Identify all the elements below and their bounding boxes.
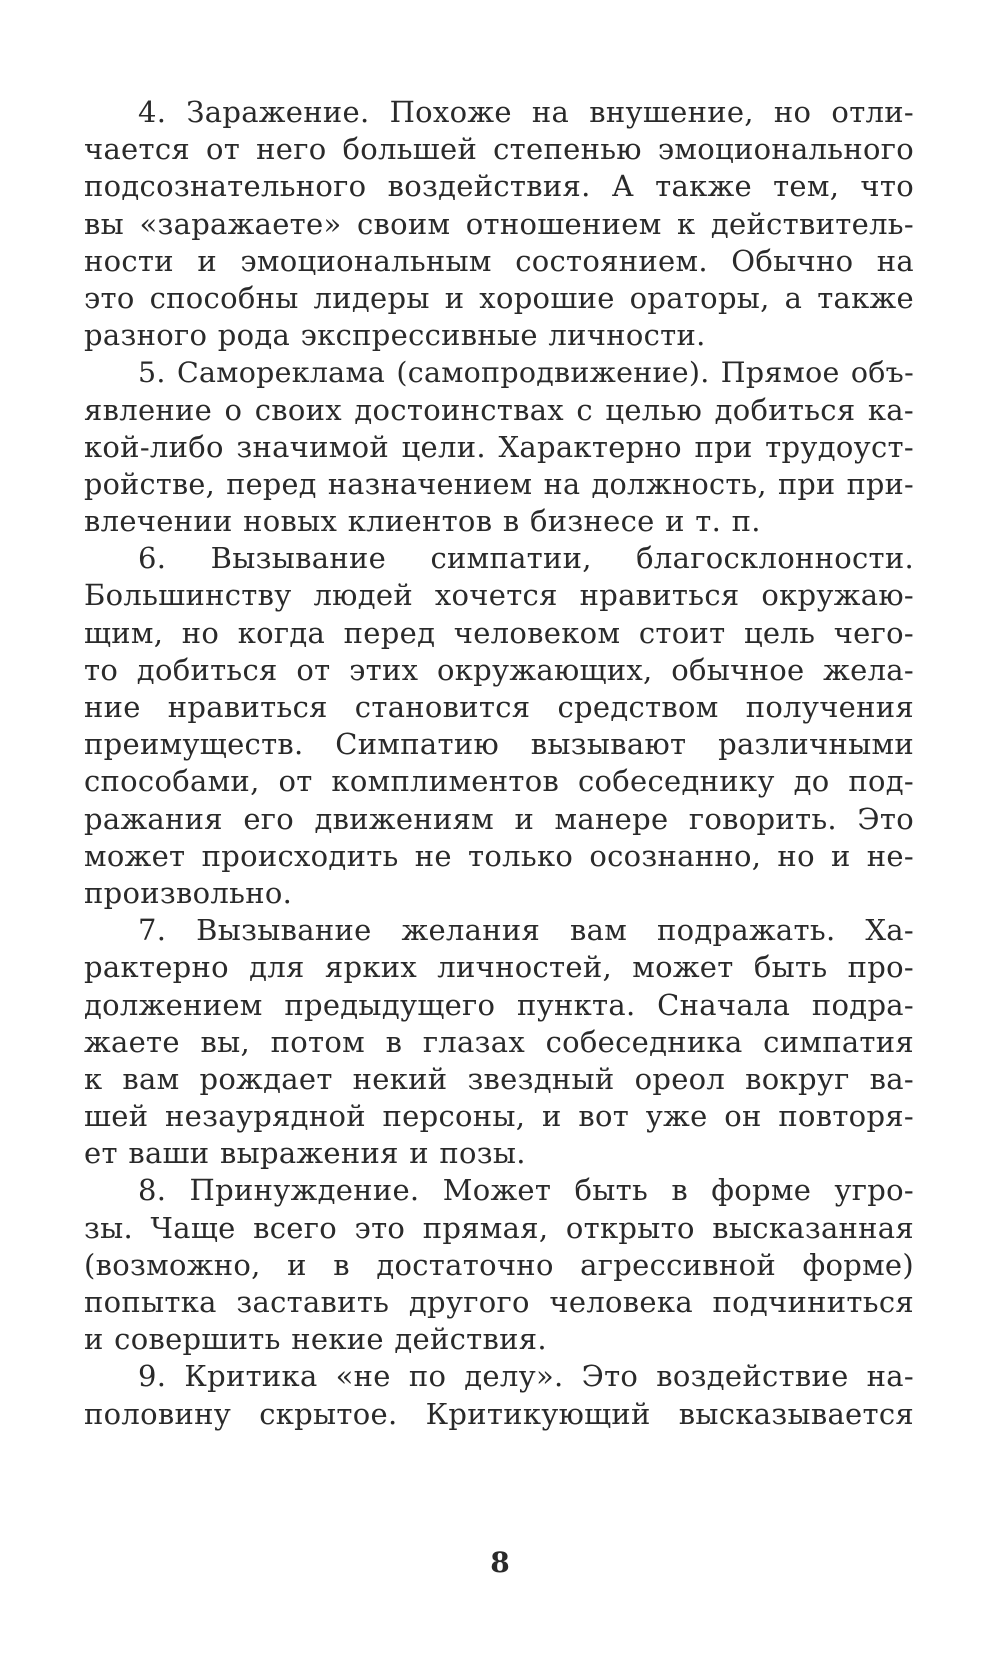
text-line: щим, но когда перед человеком стоит цель чего- [84,615,914,650]
text-line: 5. Самореклама (самопродвижение). Прямое объ- [138,356,914,390]
text-line: и совершить некие действия. [84,1322,547,1357]
text-line: попытка заставить другого человека подчиниться [84,1285,914,1319]
text-line: явление о своих достоинствах с целью добиться ка- [84,392,914,427]
text-line: вы «заражаете» своим отношением к действитель- [84,206,914,241]
text-line: подсознательного воздействия. А также тем, что [84,169,914,204]
text-line: кой-либо значимой цели. Характерно при трудоуст- [84,429,914,464]
text-line: (возможно, и в достаточно агрессивной форме) [84,1247,914,1282]
text-line: должением предыдущего пункта. Сначала подра- [84,987,914,1022]
text-line: разного рода экспрессивные личности. [84,318,706,353]
text-line: это способны лидеры и хорошие ораторы, а также [84,280,914,315]
text-line: способами, от комплиментов собеседнику до под- [84,764,914,799]
text-line: 8. Принуждение. Может быть в форме угро- [138,1173,914,1208]
text-line: преимуществ. Симпатию вызывают различными [84,727,914,762]
text-line: шей незаурядной персоны, и вот уже он повторя- [84,1099,914,1134]
text-line: 9. Критика «не по делу». Это воздействие на- [138,1359,914,1394]
text-line: 7. Вызывание желания вам подражать. Ха- [138,913,914,948]
text-line: влечении новых клиентов в бизнесе и т. п. [84,504,761,539]
text-line: может происходить не только осознанно, но и не- [84,838,914,873]
text-line: произвольно. [84,875,293,910]
body-text [84,94,914,1433]
text-line: рактерно для ярких личностей, может быть про- [84,950,914,985]
text-line: чается от него большей степенью эмоционального [84,132,914,167]
text-line: к вам рождает некий звездный ореол вокруг ва- [84,1061,914,1096]
text-line: ности и эмоциональным состоянием. Обычно на [84,243,914,278]
text-line: ние нравиться становится средством получения [84,690,914,724]
text-line: зы. Чаще всего это прямая, открыто высказанная [84,1210,914,1245]
text-line: ет ваши выражения и позы. [84,1136,526,1171]
text-line: половину скрытое. Критикующий высказывается [84,1396,914,1431]
text-line: 4. Заражение. Похоже на внушение, но отли- [138,95,914,129]
text-line: Большинству людей хочется нравиться окружаю- [84,578,914,613]
text-line: ройстве, перед назначением на должность, при при- [84,466,914,501]
page-number: 8 [490,1546,510,1579]
text-line: 6. Вызывание симпатии, благосклонности. [138,541,914,576]
text-line: то добиться от этих окружающих, обычное жела- [84,652,914,687]
text-line: ражания его движениям и манере говорить. Это [84,801,914,836]
text-line: жаете вы, потом в глазах собеседника симпатия [84,1024,914,1059]
